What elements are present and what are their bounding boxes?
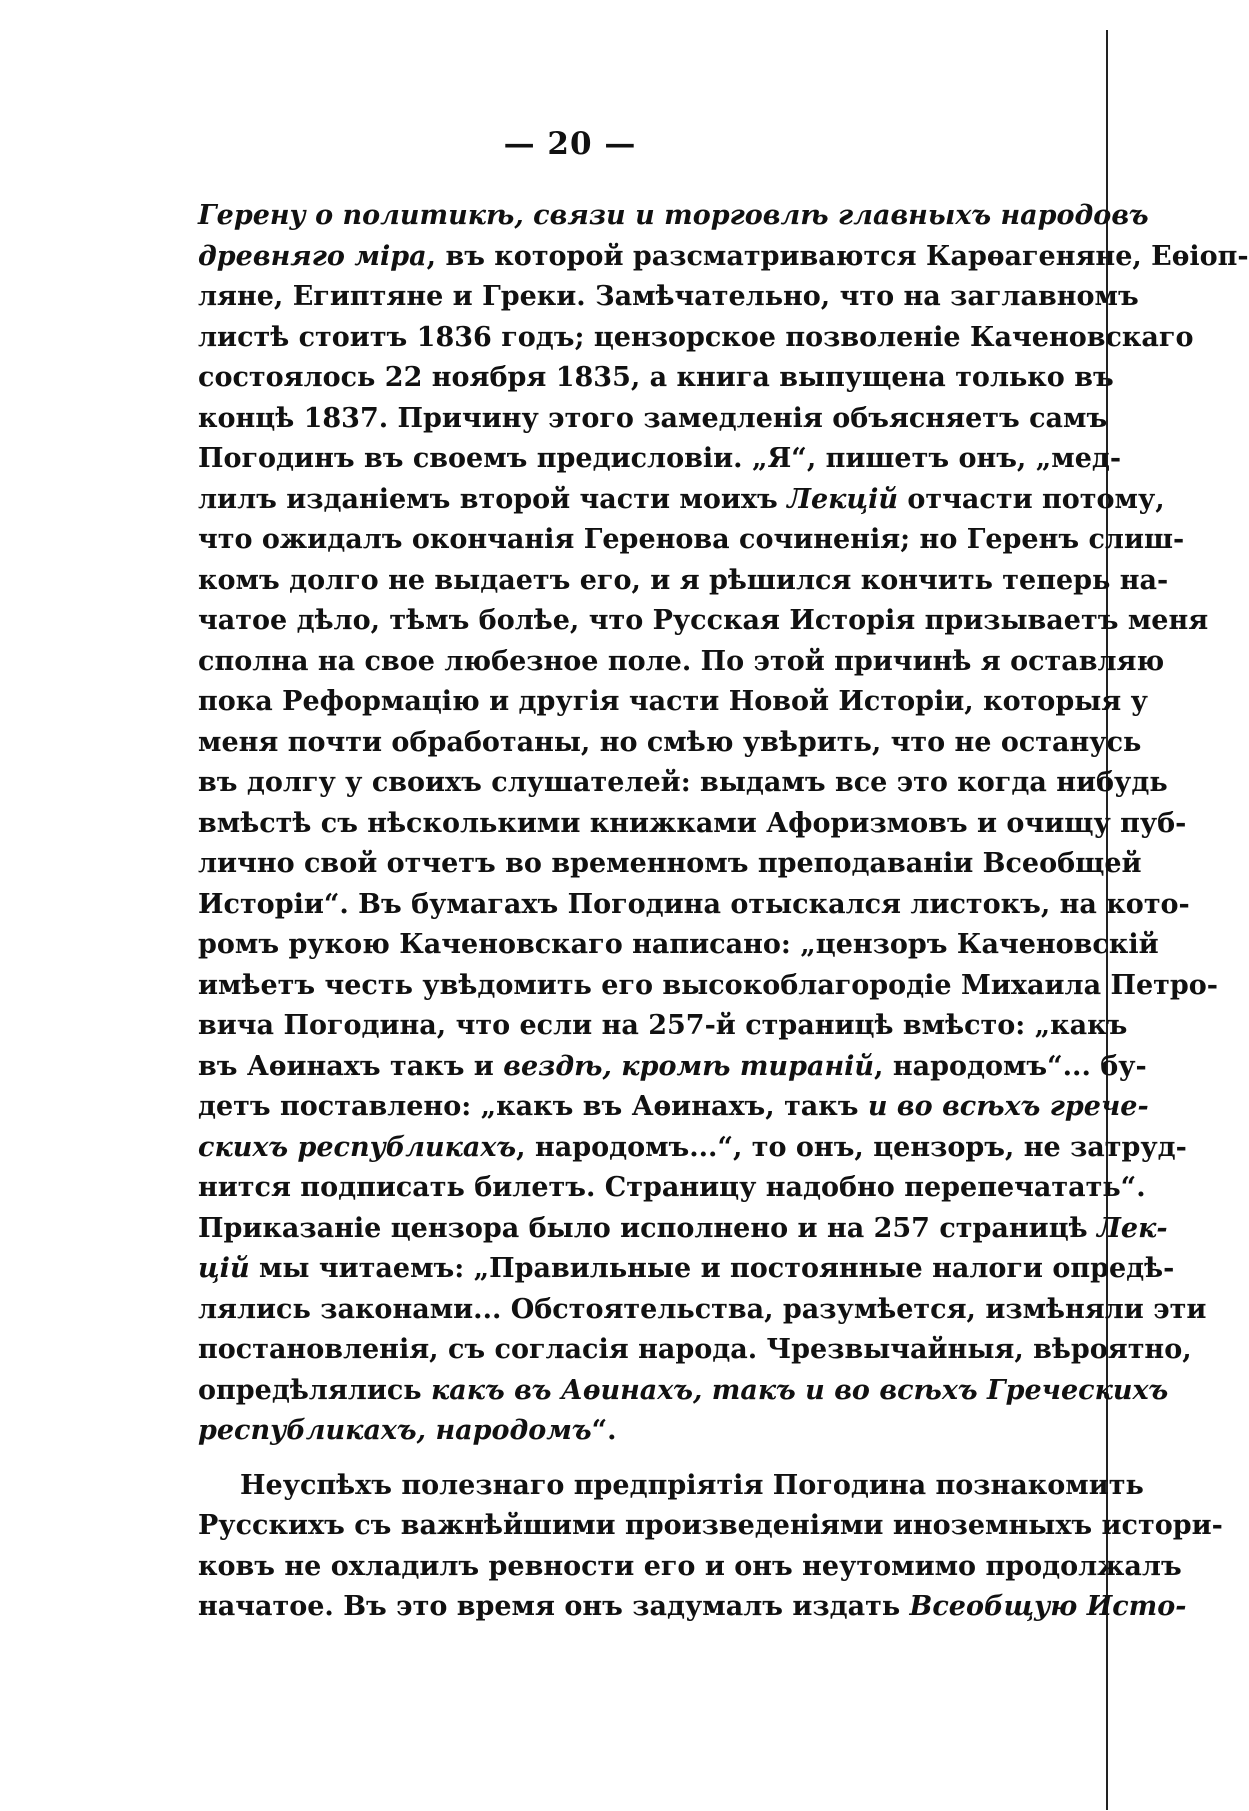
italic-segment: Лек- <box>1097 1212 1168 1244</box>
text-line <box>198 885 1190 926</box>
text-line <box>198 1371 1169 1412</box>
text-line <box>198 1047 1147 1088</box>
text-line <box>198 1330 1192 1371</box>
text-line <box>198 1547 1182 1588</box>
text-segment: что ожидалъ окончанія Геренова сочиненія; но Геренъ слиш- <box>198 524 1185 555</box>
text-line <box>198 925 1159 966</box>
text-line <box>198 844 1142 885</box>
italic-segment: и во всѣхъ грече- <box>867 1091 1149 1122</box>
text-segment: начатое. Въ это время онъ задумалъ издать <box>198 1591 910 1622</box>
text-line <box>198 480 1165 521</box>
text-line <box>198 1209 1168 1250</box>
text-line <box>198 1411 1032 1452</box>
italic-segment: Герену о политикѣ, связи и торговлѣ главныхъ народовъ <box>198 200 1149 231</box>
text-segment: меня почти обработаны, но смѣю увѣрить, что не останусь <box>198 726 1142 758</box>
text-line <box>198 318 1194 359</box>
body-text <box>198 196 1249 1628</box>
text-line <box>198 439 1122 480</box>
text-line <box>198 1587 1187 1628</box>
text-segment: ромъ рукою Каченовскаго написано: „цензоръ Каченовскій <box>198 929 1159 960</box>
text-segment: Русскихъ съ важнѣйшими произведеніями иноземныхъ истори- <box>198 1510 1223 1541</box>
text-segment: состоялось 22 ноября 1835, а книга выпущена только въ <box>198 362 1114 393</box>
text-line <box>198 358 1114 399</box>
text-segment: пока Реформацію и другія части Новой Исторіи, которыя у <box>198 686 1148 717</box>
text-segment: сполна на свое любезное поле. По этой причинѣ я оставляю <box>198 645 1165 677</box>
paragraph-gap <box>198 1452 1032 1466</box>
text-segment: ляне, Египтяне и Греки. Замѣчательно, что на заглавномъ <box>198 281 1139 312</box>
italic-segment: какъ въ Аѳинахъ, такъ и во всѣхъ Греческихъ <box>431 1374 1169 1406</box>
text-segment: вмѣстѣ съ нѣсколькими книжками Афоризмовъ и очищу пуб- <box>198 807 1187 839</box>
paragraph <box>198 1466 1223 1628</box>
text-line <box>198 1128 1187 1169</box>
text-line <box>198 1249 1175 1290</box>
text-segment: комъ долго не выдаетъ его, и я рѣшился кончить теперь на- <box>198 564 1169 596</box>
text-segment: лялись законами... Обстоятельства, разумѣется, измѣняли эти <box>198 1293 1207 1325</box>
text-segment: Неуспѣхъ полезнаго предпріятія Погодина познакомить <box>240 1469 1144 1501</box>
italic-segment: вездѣ, кромѣ тираній <box>503 1050 875 1082</box>
italic-segment: цій <box>198 1253 250 1284</box>
text-segment: мы читаемъ: „Правильные и постоянные налоги опредѣ- <box>249 1253 1175 1284</box>
text-segment: детъ поставлено: „какъ въ Аѳинахъ, такъ <box>198 1091 868 1122</box>
page-number: — 20 — <box>503 126 637 162</box>
text-segment: отчасти потому, <box>898 483 1165 515</box>
text-line <box>198 1466 1144 1507</box>
text-segment: нится подписать билетъ. Страницу надобно перепечатать“. <box>198 1172 1146 1203</box>
text-line <box>198 966 1218 1007</box>
text-line <box>198 1290 1207 1331</box>
text-segment: , въ которой разсматриваются Карѳагеняне, Еѳіоп- <box>426 240 1249 272</box>
text-segment: Исторіи“. Въ бумагахъ Погодина отыскался листокъ, на кото- <box>198 888 1190 920</box>
text-line <box>198 399 1108 440</box>
text-line <box>198 277 1139 318</box>
text-line <box>198 1168 1146 1209</box>
text-line <box>198 1006 1128 1047</box>
text-segment: вича Погодина, что если на 257-й страницѣ вмѣсто: „какъ <box>198 1010 1128 1041</box>
text-line <box>198 601 1209 642</box>
paragraph <box>198 196 1249 1452</box>
text-segment: Приказаніе цензора было исполнено и на 257 страницѣ <box>198 1212 1098 1244</box>
text-line <box>198 196 1149 237</box>
text-segment: листѣ стоитъ 1836 годъ; цензорское позволеніе Каченовскаго <box>198 321 1194 353</box>
text-line <box>198 682 1148 723</box>
text-segment: , народомъ...“, то онъ, цензоръ, не затруд- <box>516 1131 1187 1163</box>
text-line <box>198 1087 1149 1128</box>
text-line <box>198 237 1249 278</box>
text-segment: въ долгу у своихъ слушателей: выдамъ все это когда нибудь <box>198 767 1168 798</box>
text-segment: чатое дѣло, тѣмъ болѣе, что Русская Исторія призываетъ меня <box>198 605 1209 636</box>
text-line <box>198 1506 1223 1547</box>
text-segment: “. <box>591 1415 617 1446</box>
text-line <box>198 763 1168 804</box>
italic-segment: Всеобщую Исто- <box>909 1591 1187 1622</box>
text-line <box>198 642 1165 683</box>
italic-segment: древняго міра <box>198 240 427 272</box>
text-segment: , народомъ“... бу- <box>874 1050 1147 1082</box>
text-line <box>198 561 1169 602</box>
text-segment: въ Аѳинахъ такъ и <box>198 1050 504 1082</box>
text-segment: опредѣлялись <box>198 1374 432 1406</box>
text-segment: лично свой отчетъ во временномъ преподаваніи Всеобщей <box>198 848 1142 879</box>
text-segment: имѣетъ честь увѣдомить его высокоблагородіе Михаила Петро- <box>198 969 1218 1001</box>
text-segment: концѣ 1837. Причину этого замедленія объясняетъ самъ <box>198 402 1108 434</box>
text-line <box>198 804 1187 845</box>
text-line <box>198 723 1142 764</box>
text-line <box>198 520 1185 561</box>
text-segment: лилъ изданіемъ второй части моихъ <box>198 483 788 515</box>
italic-segment: Лекцій <box>787 483 898 515</box>
text-segment: постановленія, съ согласія народа. Чрезвычайныя, вѣроятно, <box>198 1334 1192 1365</box>
text-segment: ковъ не охладилъ ревности его и онъ неутомимо продолжалъ <box>198 1550 1182 1582</box>
text-segment: Погодинъ въ своемъ предисловіи. „Я“, пишетъ онъ, „мед- <box>198 443 1122 474</box>
italic-segment: республикахъ, народомъ <box>198 1415 592 1446</box>
italic-segment: скихъ республикахъ <box>198 1131 517 1163</box>
